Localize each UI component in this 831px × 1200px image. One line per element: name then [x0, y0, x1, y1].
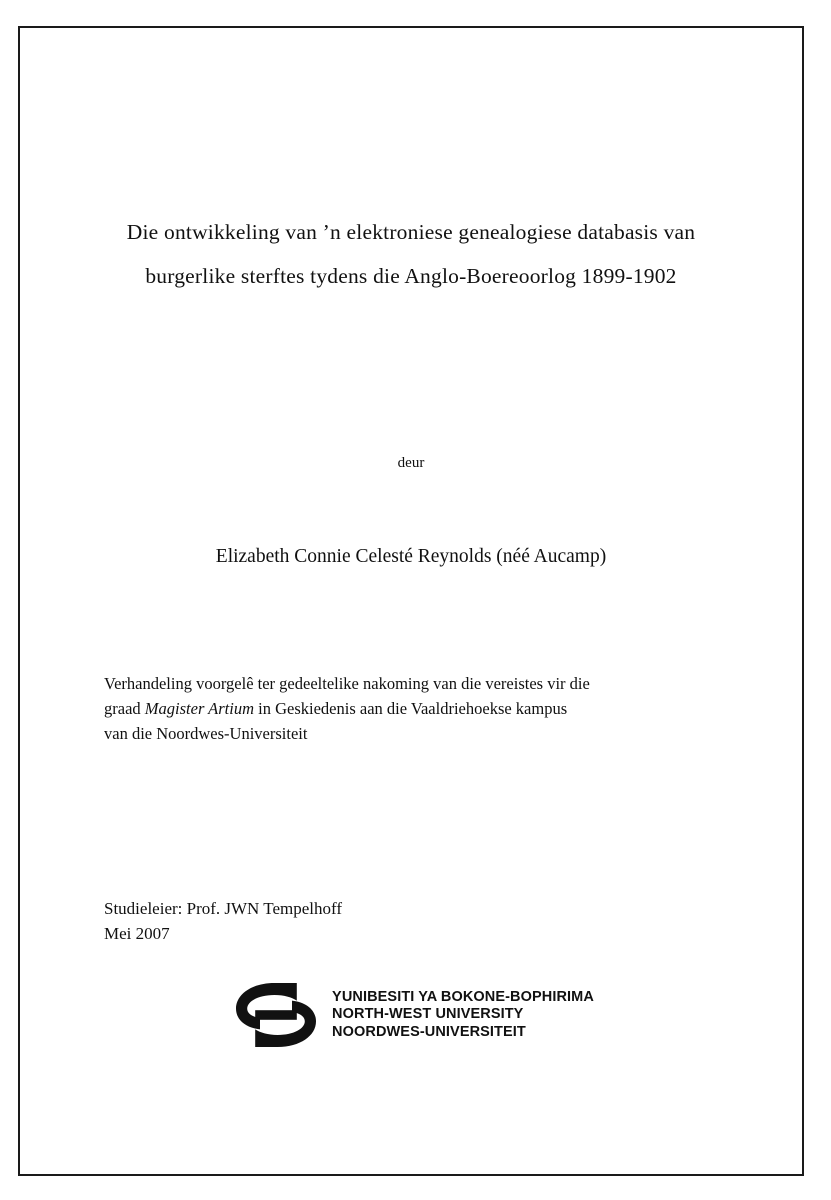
university-logo	[20, 978, 802, 1052]
title-line-2: burgerlike sterftes tydens die Anglo-Boereoorlog 1899-1902	[145, 264, 677, 288]
supervisor-line: Studieleier: Prof. JWN Tempelhoff	[104, 899, 343, 918]
logo-line-2: NORTH-WEST UNIVERSITY	[332, 1006, 524, 1023]
statement-line-2	[104, 696, 718, 721]
supervisor-block	[104, 896, 342, 946]
title-line-1: Die ontwikkeling van ’n elektroniese genealogiese databasis van	[126, 220, 696, 244]
nwu-logo-mark-icon	[228, 978, 324, 1052]
author-name: Elizabeth Connie Celesté Reynolds (néé Aucamp)	[215, 546, 607, 567]
logo-line-3: NOORDWES-UNIVERSITEIT	[332, 1023, 526, 1040]
date-line: Mei 2007	[104, 924, 170, 943]
document-page	[18, 26, 804, 1176]
page-title	[104, 210, 718, 298]
statement-line-3: van die Noordwes-Universiteit	[104, 724, 308, 743]
degree-statement	[104, 671, 718, 746]
degree-name: Magister Artium	[144, 699, 255, 718]
statement-line-2-post: in Geskiedenis aan die Vaaldriehoekse kampus	[254, 699, 568, 718]
logo-text-block	[332, 989, 594, 1042]
page-content	[20, 28, 802, 1174]
statement-line-1: Verhandeling voorgelê ter gedeeltelike nakoming van die vereistes vir die	[104, 674, 590, 693]
logo-line-1: YUNIBESITI YA BOKONE-BOPHIRIMA	[332, 988, 594, 1005]
statement-line-2-pre: graad	[104, 699, 145, 718]
byline-label: deur	[397, 455, 425, 471]
